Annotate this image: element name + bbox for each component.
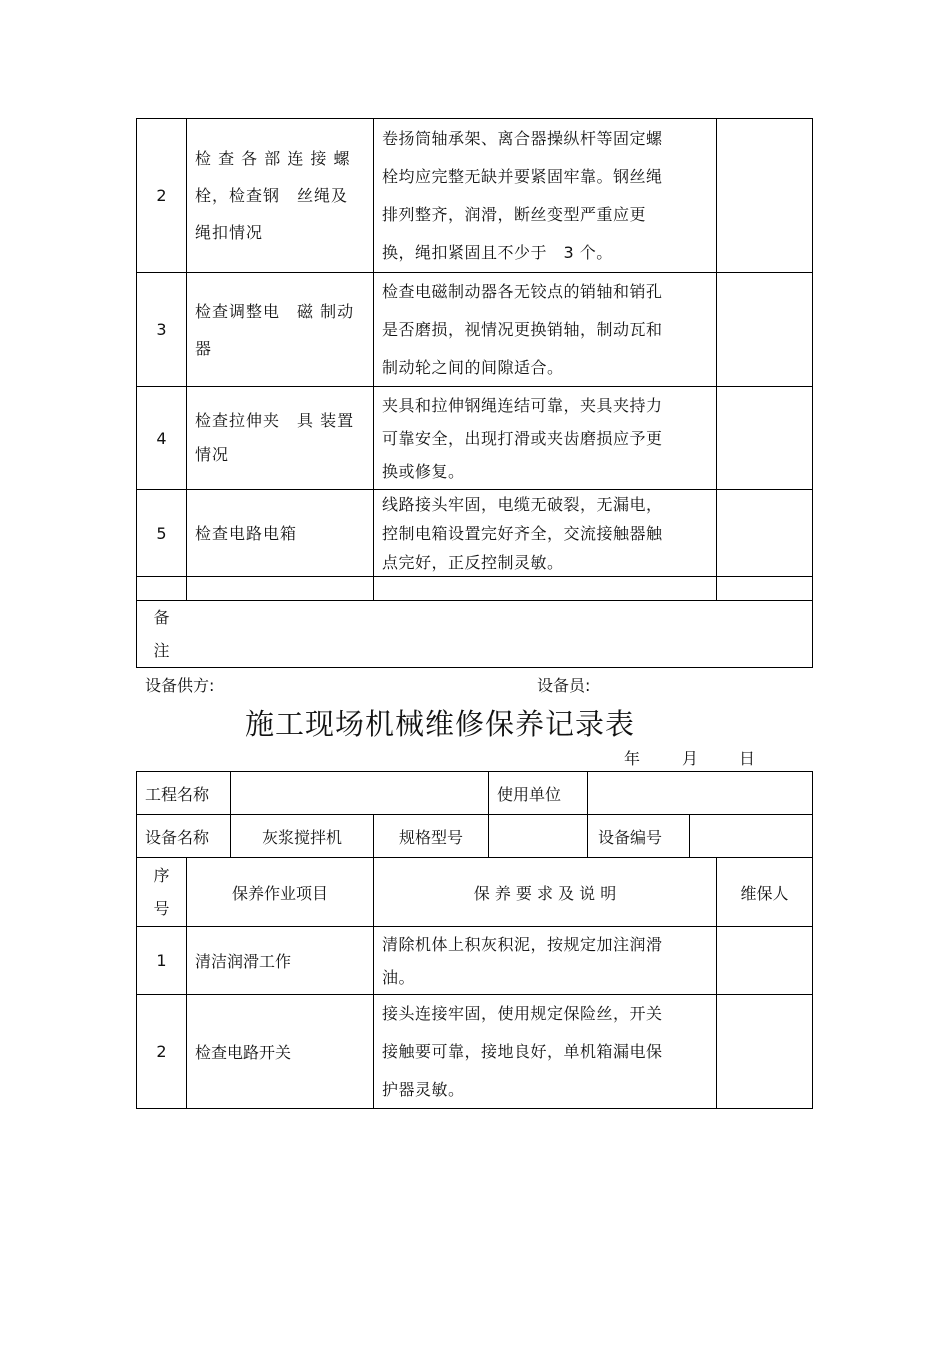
- row-number: 5: [156, 523, 167, 543]
- maintenance-item: 检查电路电箱: [195, 523, 298, 543]
- page-title: 施工现场机械维修保养记录表: [245, 707, 636, 741]
- row-number: 3: [156, 320, 167, 339]
- project-name-label: 工程名称: [145, 784, 210, 804]
- maintenance-item: 检查调整电 磁 制动 器: [195, 301, 355, 358]
- maintenance-requirement: 卷扬筒轴承架、离合器操纵杆等固定螺 栓均应完整无缺并要紧固牢靠。钢丝绳 排列整齐，润滑，断丝变型严重应更 换，绳扣紧固且不少于 3 个。: [382, 128, 663, 262]
- row-number: 2: [156, 186, 167, 205]
- project-name-field[interactable]: [231, 772, 488, 814]
- operator-signature-label: 设备员:: [537, 676, 591, 695]
- equipment-name-label: 设备名称: [145, 827, 210, 847]
- maintenance-requirement: 夹具和拉伸钢绳连结可靠，夹具夹持力 可靠安全，出现打滑或夹齿磨损应予更 换或修复。: [382, 395, 663, 481]
- header-requirement: 保 养 要 求 及 说 明: [473, 883, 617, 903]
- equipment-no-field[interactable]: [690, 815, 812, 857]
- maintenance-requirement: 清除机体上积灰积泥，按规定加注润滑 油。: [382, 934, 663, 987]
- maintenance-requirement: 接头连接牢固，使用规定保险丝，开关 接触要可靠，接地良好，单机箱漏电保 护器灵敏。: [382, 1003, 663, 1099]
- date-year-label: 年: [624, 749, 641, 768]
- user-unit-field[interactable]: [588, 772, 812, 814]
- date-month-label: 月: [682, 749, 699, 768]
- user-unit-label: 使用单位: [497, 784, 562, 804]
- maintenance-requirement: 检查电磁制动器各无铰点的销轴和销孔 是否磨损，视情况更换销轴，制动瓦和 制动轮之间的间隙适合。: [382, 281, 663, 377]
- maintenance-item: 检查电路开关: [195, 1043, 292, 1062]
- maintainer-field[interactable]: [717, 995, 812, 1108]
- header-no: 序 号: [153, 866, 170, 918]
- spec-field[interactable]: [489, 815, 587, 857]
- remarks-field[interactable]: [187, 601, 812, 667]
- equipment-name-field[interactable]: 灰浆搅拌机: [261, 827, 342, 847]
- row-number: 4: [156, 428, 167, 448]
- spec-label: 规格型号: [398, 827, 463, 847]
- supplier-signature-label: 设备供方:: [145, 676, 215, 695]
- header-maintainer: 维保人: [740, 883, 789, 903]
- maintenance-item: 检 查 各 部 连 接 螺 栓，检查钢 丝绳及 绳扣情况: [195, 149, 351, 242]
- remarks-label: 备 注: [153, 608, 170, 660]
- maintainer-field[interactable]: [717, 927, 812, 994]
- maintenance-item: 清洁润滑工作: [195, 952, 292, 971]
- date-day-label: 日: [739, 749, 756, 768]
- header-item: 保养作业项目: [231, 883, 328, 903]
- equipment-no-label: 设备编号: [598, 827, 663, 847]
- row-number: 1: [156, 951, 167, 970]
- maintenance-item: 检查拉伸夹 具 装置 情况: [195, 411, 355, 464]
- row-number: 2: [156, 1042, 167, 1061]
- maintenance-requirement: 线路接头牢固，电缆无破裂，无漏电， 控制电箱设置完好齐全，交流接触器触 点完好，正反控制灵敏。: [382, 494, 663, 572]
